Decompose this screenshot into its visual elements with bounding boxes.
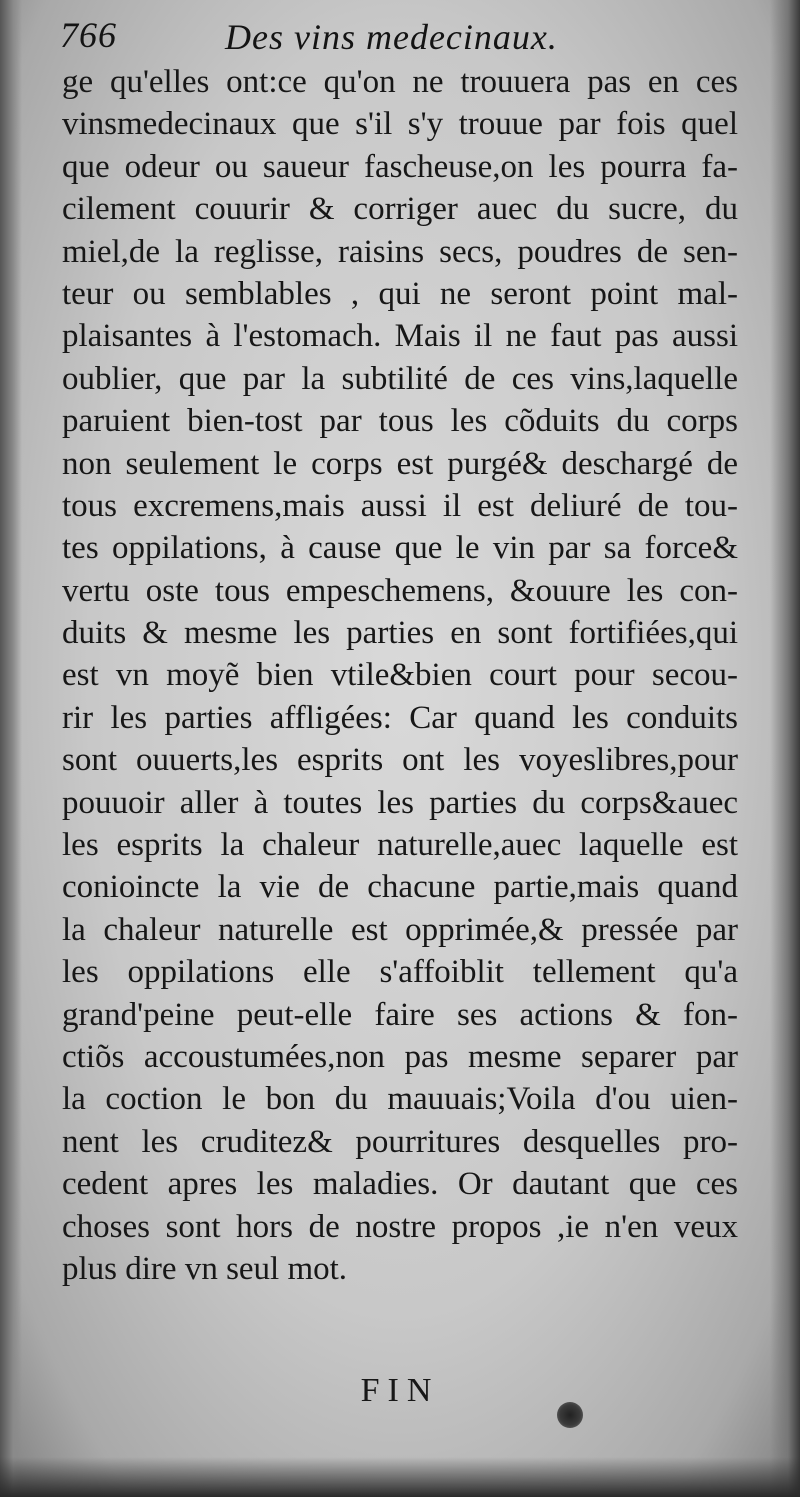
body-text xyxy=(62,61,738,1290)
running-head: Des vins medecinaux. xyxy=(225,17,558,57)
page-bottom-shadow xyxy=(0,1457,800,1497)
page-right-shadow xyxy=(770,0,800,1497)
text-line: est vn moyẽ bien vtile&bien court pour secou- xyxy=(62,657,738,694)
text-line: que odeur ou saueur fascheuse,on les pourra fa- xyxy=(62,148,738,185)
text-line: vertu oste tous empeschemens, &ouure les con- xyxy=(62,572,738,609)
text-line: plaisantes à l'estomach. Mais il ne faut pas aussi xyxy=(62,318,738,355)
text-line: cilement couurir & corriger auec du sucre, du xyxy=(62,191,738,228)
text-line: cedent apres les maladies. Or dautant que ces xyxy=(62,1166,738,1203)
text-line: tous excremens,mais aussi il est deliuré de tou- xyxy=(62,487,738,524)
text-line: sont ouuerts,les esprits ont les voyeslibres,pour xyxy=(62,742,738,779)
text-line: la coction le bon du mauuais;Voila d'ou uien- xyxy=(62,1081,738,1118)
text-line-last: plus dire vn seul mot. xyxy=(62,1250,348,1287)
text-line: teur ou semblables , qui ne seront point mal- xyxy=(62,275,738,312)
text-line: nent les cruditez& pourritures desquelles pro- xyxy=(62,1123,738,1160)
text-line: vinsmedecinaux que s'il s'y trouue par fois quel xyxy=(62,106,738,143)
text-line: oublier, que par la subtilité de ces vins,laquelle xyxy=(62,360,738,397)
text-line: duits & mesme les parties en sont fortifiées,qui xyxy=(62,615,738,652)
text-line: non seulement le corps est purgé& deschargé de xyxy=(62,445,738,482)
fin-label: FIN xyxy=(360,1372,440,1409)
text-line: ctiõs accoustumées,non pas mesme separer par xyxy=(62,1038,738,1075)
ink-blot-ornament xyxy=(557,1402,583,1428)
text-line: les oppilations elle s'affoiblit tellement qu'a xyxy=(62,954,738,991)
text-line: rir les parties affligées: Car quand les conduits xyxy=(62,699,738,736)
page-number: 766 xyxy=(60,15,117,55)
page-left-shadow xyxy=(0,0,22,1497)
text-line: pouuoir aller à toutes les parties du corps&auec xyxy=(62,784,738,821)
text-line: les esprits la chaleur naturelle,auec laquelle est xyxy=(62,827,738,864)
text-line: ge qu'elles ont:ce qu'on ne trouuera pas en ces xyxy=(62,64,738,100)
page-header xyxy=(60,14,760,66)
text-line: conioincte la vie de chacune partie,mais quand xyxy=(62,869,738,906)
text-line: tes oppilations, à cause que le vin par sa force& xyxy=(62,530,738,567)
text-line: paruient bien-tost par tous les cõduits du corps xyxy=(62,403,738,440)
text-line: grand'peine peut-elle faire ses actions & fon- xyxy=(62,996,738,1033)
text-line: la chaleur naturelle est opprimée,& pressée par xyxy=(62,911,738,948)
text-line: choses sont hors de nostre propos ,ie n'en veux xyxy=(62,1208,738,1245)
text-line: miel,de la reglisse, raisins secs, poudres de sen- xyxy=(62,233,738,270)
